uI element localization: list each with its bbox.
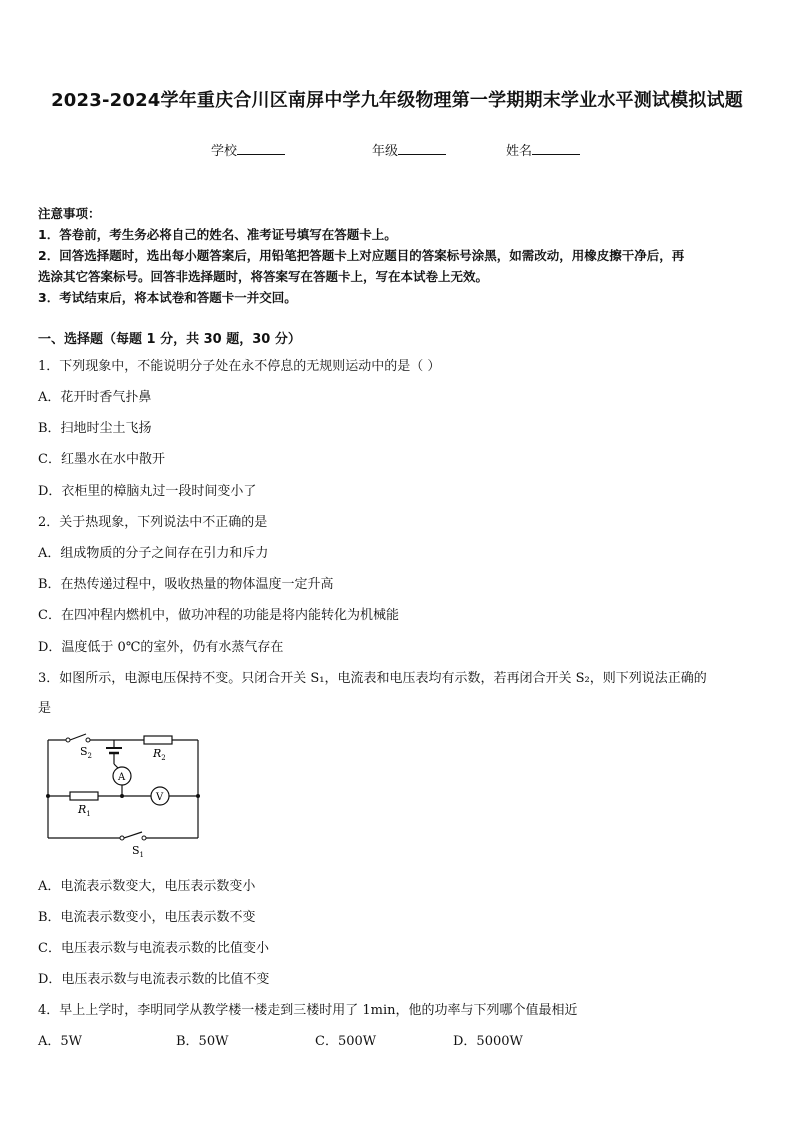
q3-option-c: C．电压表示数与电流表示数的比值变小 [38, 941, 269, 956]
q1-option-b: B．扫地时尘土飞扬 [38, 421, 152, 436]
circuit-diagram [40, 728, 210, 860]
q3-option-b: B．电流表示数变小，电压表示数不变 [38, 910, 256, 925]
ammeter-label: A [118, 772, 126, 783]
q4-option-c: C．500W [315, 1034, 377, 1049]
grade-field [372, 140, 446, 159]
s2-label: $S_2$ [80, 745, 93, 760]
notes-block [38, 203, 758, 308]
s1-label: $S_1$ [132, 844, 145, 859]
q3-stem-continued: 是 [38, 701, 52, 716]
r1-label: $R_1$ [78, 803, 91, 818]
notes-item: 1．答卷前，考生务必将自己的姓名、准考证号填写在答题卡上。 [38, 227, 397, 242]
q2-option-d: D．温度低于 0℃的室外，仍有水蒸气存在 [38, 640, 284, 655]
q4-option-b: B．50W [176, 1034, 229, 1049]
q3-option-a: A．电流表示数变大，电压表示数变小 [38, 879, 256, 894]
q4-stem: 4．早上上学时，李明同学从教学楼一楼走到三楼时用了 1min，他的功率与下列哪个值最相近 [38, 1003, 578, 1018]
q2-option-b: B．在热传递过程中，吸收热量的物体温度一定升高 [38, 577, 334, 592]
notes-item: 3．考试结束后，将本试卷和答题卡一并交回。 [38, 290, 297, 305]
q4-option-d: D．5000W [453, 1034, 523, 1049]
section-heading: 一、选择题（每题 1 分，共 30 题，30 分） [38, 332, 301, 347]
name-field [506, 140, 580, 159]
exam-title: 2023-2024学年重庆合川区南屏中学九年级物理第一学期期末学业水平测试模拟试题 [51, 90, 743, 111]
q3-option-d: D．电压表示数与电流表示数的比值不变 [38, 972, 270, 987]
notes-item: 2．回答选择题时，选出每小题答案后，用铅笔把答题卡上对应题目的答案标号涂黑，如需改动，用橡皮擦干净后，再 [38, 248, 685, 263]
q4-option-a: A．5W [38, 1034, 83, 1049]
school-label: 学校 [211, 144, 238, 159]
notes-item: 选涂其它答案标号。回答非选择题时，将答案写在答题卡上，写在本试卷上无效。 [38, 269, 489, 284]
q3-stem: 3．如图所示，电源电压保持不变。只闭合开关 S₁，电流表和电压表均有示数，若再闭合开关 S₂，则下列说法正确的 [38, 671, 707, 686]
q1-option-c: C．红墨水在水中散开 [38, 452, 165, 467]
name-blank [532, 142, 580, 155]
school-blank [237, 142, 285, 155]
voltmeter-label: V [156, 792, 164, 803]
r2-label: $R_2$ [153, 747, 166, 762]
grade-label: 年级 [372, 144, 399, 159]
school-field [211, 140, 285, 159]
grade-blank [398, 142, 446, 155]
name-label: 姓名 [506, 144, 533, 159]
notes-heading: 注意事项： [38, 206, 101, 221]
q2-stem: 2．关于热现象，下列说法中不正确的是 [38, 515, 268, 530]
q1-option-a: A．花开时香气扑鼻 [38, 390, 152, 405]
q1-stem: 1．下列现象中，不能说明分子处在永不停息的无规则运动中的是（ ） [38, 359, 441, 374]
q1-option-d: D．衣柜里的樟脑丸过一段时间变小了 [38, 484, 257, 499]
q2-option-a: A．组成物质的分子之间存在引力和斥力 [38, 546, 269, 561]
q2-option-c: C．在四冲程内燃机中，做功冲程的功能是将内能转化为机械能 [38, 608, 399, 623]
